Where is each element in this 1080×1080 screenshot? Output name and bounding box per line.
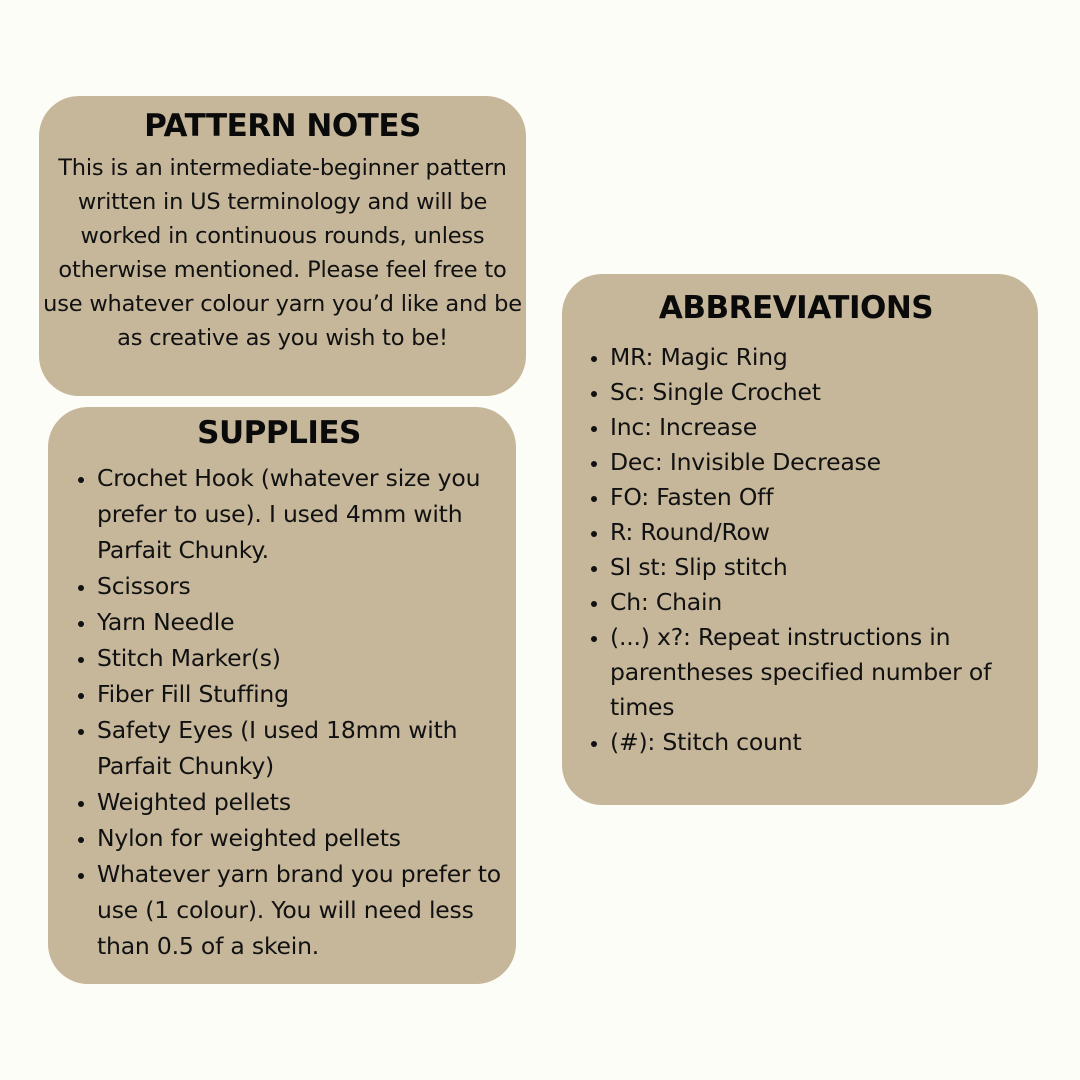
abbreviation-item: • Sc: Single Crochet — [610, 375, 1030, 410]
supplies-item: • Weighted pellets — [97, 784, 510, 820]
abbreviation-item: • R: Round/Row — [610, 515, 1030, 550]
abbreviations-title: ABBREVIATIONS — [658, 290, 934, 326]
supplies-card — [48, 407, 516, 984]
pattern-notes-body: This is an intermediate-beginner pattern written in US terminology and will be worked in continuous rounds, unless otherwise mentioned. Please feel free to use whatever colour yarn you’d like and be as creative as you wish to be! — [43, 155, 522, 352]
abbreviation-item: • Inc: Increase — [610, 410, 1030, 445]
abbreviation-item: • Sl st: Slip stitch — [610, 550, 1030, 585]
supplies-item: • Scissors — [97, 568, 510, 604]
supplies-item: • Safety Eyes (I used 18mm with Parfait Chunky) — [97, 712, 510, 784]
supplies-item: • Stitch Marker(s) — [97, 640, 510, 676]
pattern-notes-title: PATTERN NOTES — [144, 108, 421, 144]
supplies-item: • Nylon for weighted pellets — [97, 820, 510, 856]
supplies-item: • Yarn Needle — [97, 604, 510, 640]
supplies-item: • Fiber Fill Stuffing — [97, 676, 510, 712]
pattern-notes-card — [39, 96, 526, 396]
abbreviation-item: • Dec: Invisible Decrease — [610, 445, 1030, 480]
abbreviations-list — [562, 340, 1030, 760]
supplies-title: SUPPLIES — [197, 415, 361, 451]
supplies-item: • Whatever yarn brand you prefer to use (1 colour). You will need less than 0.5 of a skein. — [97, 856, 510, 964]
abbreviations-card — [562, 274, 1038, 805]
abbreviation-item: • (...) x?: Repeat instructions in parentheses specified number of times — [610, 620, 1030, 725]
supplies-item: • Crochet Hook (whatever size you prefer to use). I used 4mm with Parfait Chunky. — [97, 460, 510, 568]
abbreviation-item: • MR: Magic Ring — [610, 340, 1030, 375]
supplies-list — [48, 460, 510, 964]
abbreviation-item: • FO: Fasten Off — [610, 480, 1030, 515]
abbreviation-item: • (#): Stitch count — [610, 725, 1030, 760]
abbreviation-item: • Ch: Chain — [610, 585, 1030, 620]
